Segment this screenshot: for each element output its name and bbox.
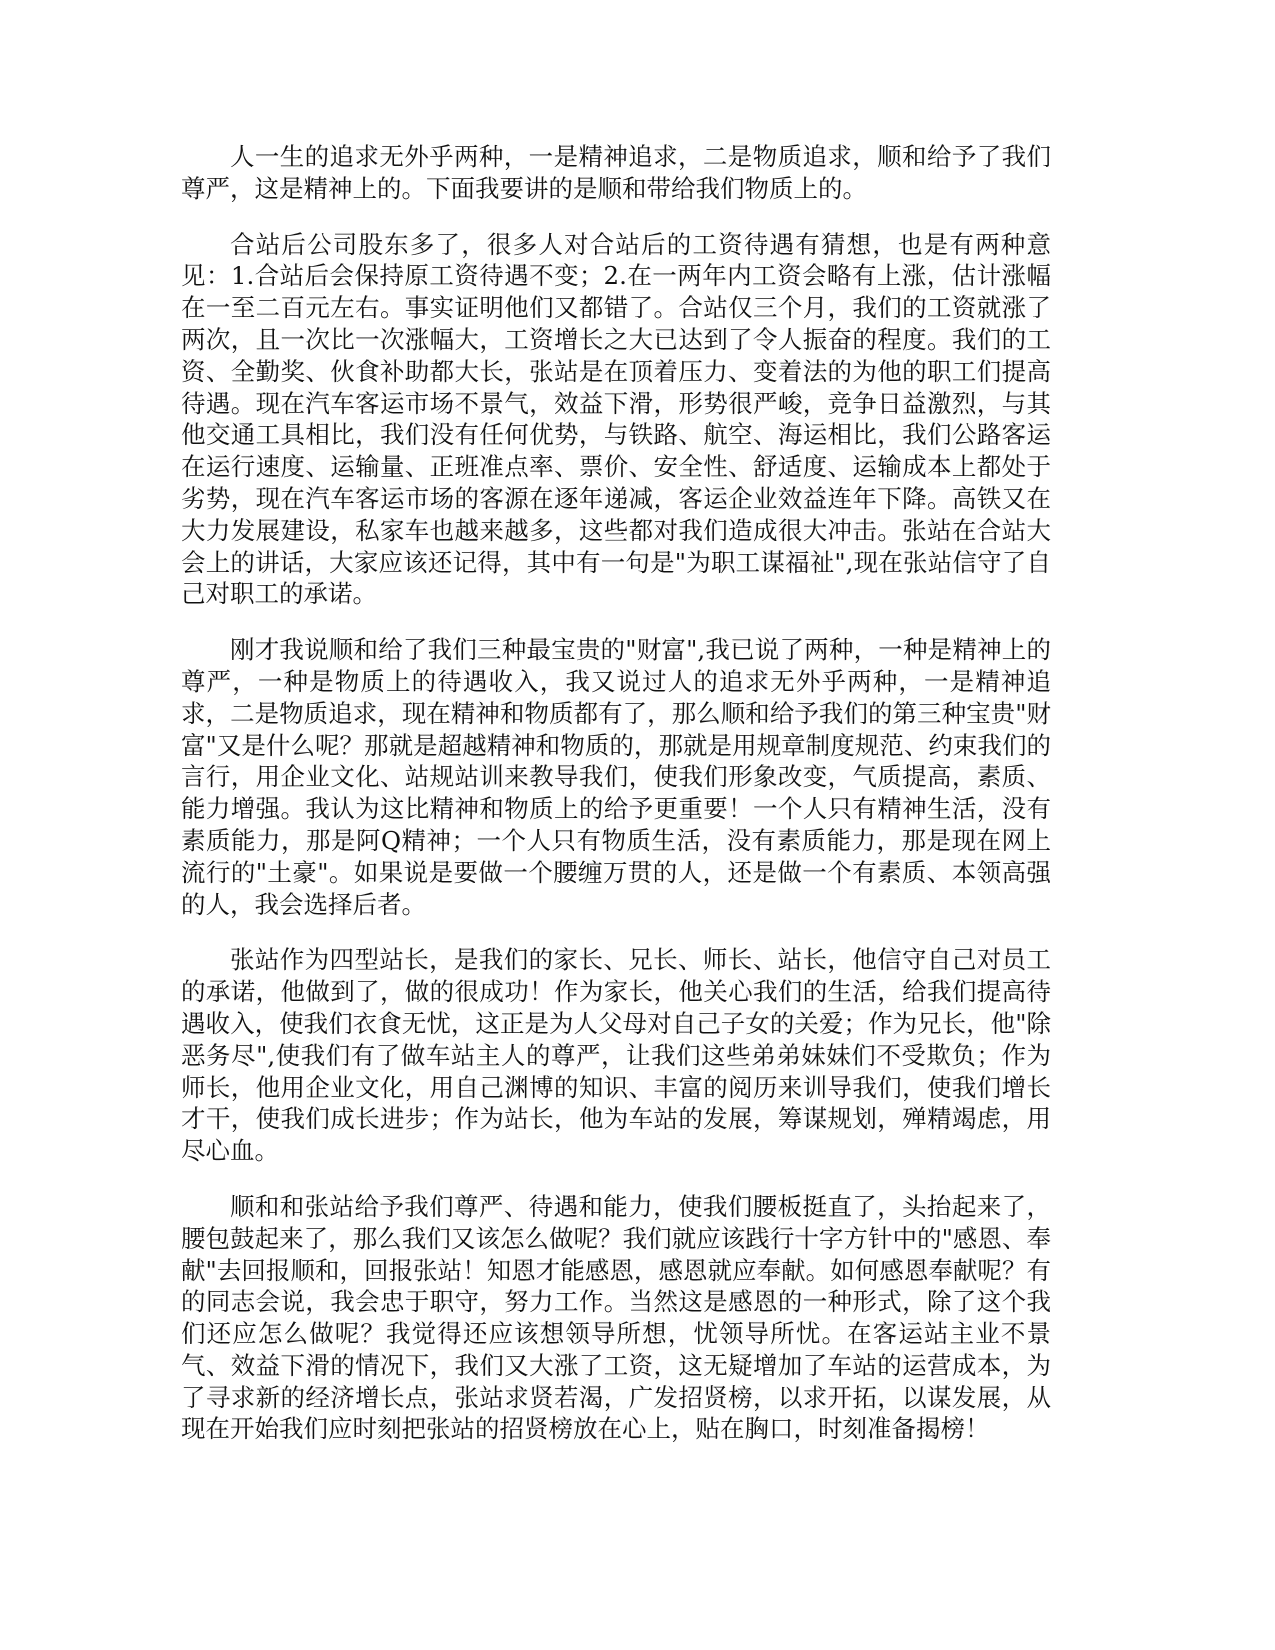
paragraph-2: 合站后公司股东多了，很多人对合站后的工资待遇有猜想，也是有两种意见：1.合站后会保持原工资待遇不变；2.在一两年内工资会略有上涨，估计涨幅在一至二百元左右。事实证明他们又都错了。合站仅三个月，我们的工资就涨了两次，且一次比一次涨幅大，工资增长之大已达到了令人振奋的程度。我们的工资、全勤奖、伙食补助都大长，张站是在顶着压力、变着法的为他的职工们提高待遇。现在汽车客运市场不景气，效益下滑，形势很严峻，竞争日益激烈，与其他交通工具相比，我们没有任何优势，与铁路、航空、海运相比，我们公路客运在运行速度、运输量、正班准点率、票价、安全性、舒适度、运输成本上都处于劣势，现在汽车客运市场的客源在逐年递减，客运企业效益连年下降。高铁又在大力发展建设，私家车也越来越多，这些都对我们造成很大冲击。张站在合站大会上的讲话，大家应该还记得，其中有一句是"为职工谋福祉",现在张站信守了自己对职工的承诺。 bbox=[181, 229, 1051, 609]
document-body bbox=[181, 141, 1051, 1469]
paragraph-3: 刚才我说顺和给了我们三种最宝贵的"财富",我已说了两种，一种是精神上的尊严，一种是物质上的待遇收入，我又说过人的追求无外乎两种，一是精神追求，二是物质追求，现在精神和物质都有了，那么顺和给予我们的第三种宝贵"财富"又是什么呢？那就是超越精神和物质的，那就是用规章制度规范、约束我们的言行，用企业文化、站规站训来教导我们，使我们形象改变，气质提高，素质、能力增强。我认为这比精神和物质上的给予更重要！一个人只有精神生活，没有素质能力，那是阿Q精神；一个人只有物质生活，没有素质能力，那是现在网上流行的"土豪"。如果说是要做一个腰缠万贯的人，还是做一个有素质、本领高强的人，我会选择后者。 bbox=[181, 635, 1051, 919]
paragraph-4: 张站作为四型站长，是我们的家长、兄长、师长、站长，他信守自己对员工的承诺，他做到了，做的很成功！作为家长，他关心我们的生活，给我们提高待遇收入，使我们衣食无忧，这正是为人父母对自己子女的关爱；作为兄长，他"除恶务尽",使我们有了做车站主人的尊严，让我们这些弟弟妹妹们不受欺负；作为师长，他用企业文化，用自己渊博的知识、丰富的阅历来训导我们，使我们增长才干，使我们成长进步；作为站长，他为车站的发展，筹谋规划，殚精竭虑，用尽心血。 bbox=[181, 945, 1051, 1166]
paragraph-5: 顺和和张站给予我们尊严、待遇和能力，使我们腰板挺直了，头抬起来了，腰包鼓起来了，那么我们又该怎么做呢？我们就应该践行十字方针中的"感恩、奉献"去回报顺和，回报张站！知恩才能感恩，感恩就应奉献。如何感恩奉献呢？有的同志会说，我会忠于职守，努力工作。当然这是感恩的一种形式，除了这个我们还应怎么做呢？我觉得还应该想领导所想，忧领导所忧。在客运站主业不景气、效益下滑的情况下，我们又大涨了工资，这无疑增加了车站的运营成本，为了寻求新的经济增长点，张站求贤若渴，广发招贤榜，以求开拓，以谋发展，从现在开始我们应时刻把张站的招贤榜放在心上，贴在胸口，时刻准备揭榜！ bbox=[181, 1191, 1051, 1444]
paragraph-1: 人一生的追求无外乎两种，一是精神追求，二是物质追求，顺和给予了我们尊严，这是精神上的。下面我要讲的是顺和带给我们物质上的。 bbox=[181, 142, 1051, 203]
